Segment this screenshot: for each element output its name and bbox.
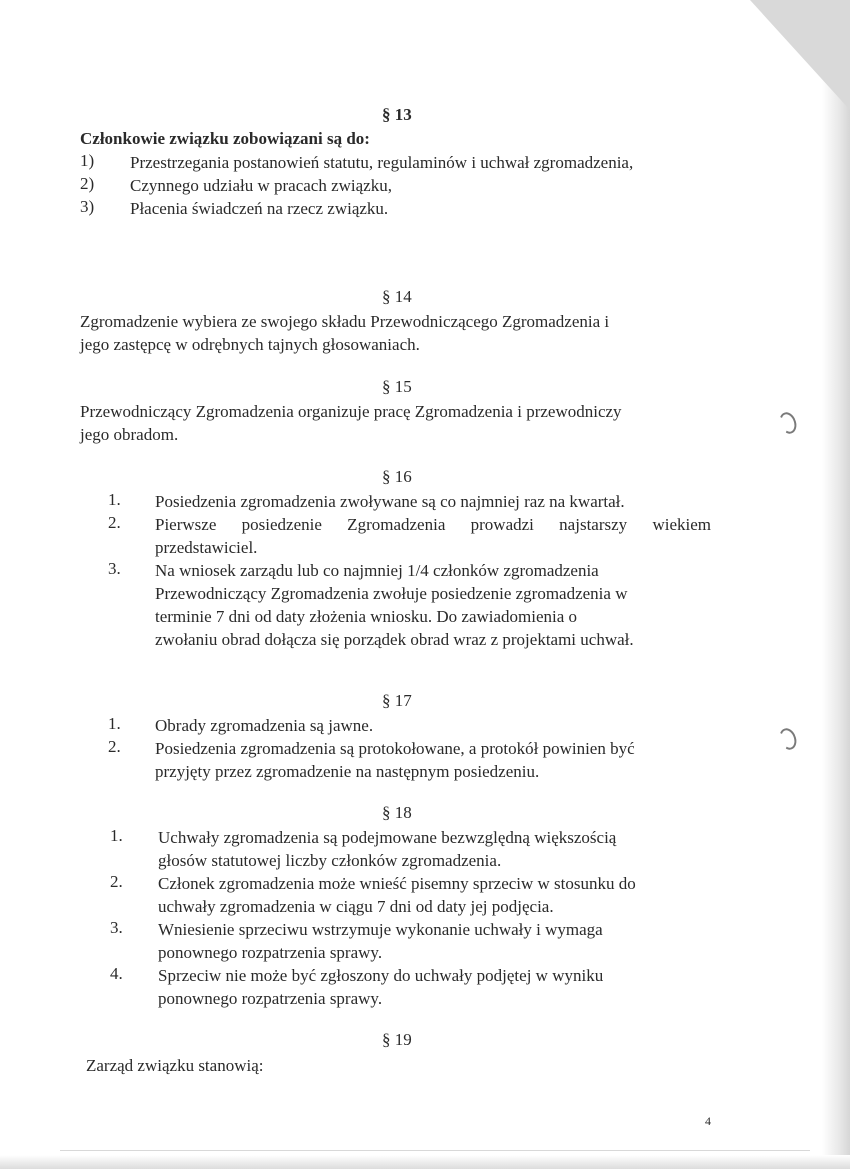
- paragraph-line: jego obradom.: [80, 425, 179, 444]
- section-18-heading: § 18: [382, 803, 412, 822]
- list-item-number: 1.: [110, 826, 123, 845]
- punch-hole-mark: [777, 726, 800, 752]
- list-item-text: ponownego rozpatrzenia sprawy.: [158, 943, 383, 962]
- section-16-heading: § 16: [382, 467, 412, 486]
- list-item-number: 2): [80, 174, 95, 193]
- section-14-heading: § 14: [382, 287, 412, 306]
- scan-right-edge: [822, 0, 850, 1169]
- section-19-heading: § 19: [382, 1030, 412, 1049]
- list-item-text: Sprzeciw nie może być zgłoszony do uchwały podjętej w wyniku: [158, 966, 604, 985]
- list-item-text: przedstawiciel.: [155, 538, 258, 557]
- list-item-text: ponownego rozpatrzenia sprawy.: [158, 989, 383, 1008]
- section-13-lead: Członkowie związku zobowiązani są do:: [80, 129, 370, 148]
- paragraph-line: Zgromadzenie wybiera ze swojego składu Przewodniczącego Zgromadzenia i: [80, 312, 610, 331]
- list-item-number: 1): [80, 151, 95, 170]
- list-item-text: Członek zgromadzenia może wnieść pisemny sprzeciw w stosunku do: [158, 874, 636, 893]
- list-item-text: Wniesienie sprzeciwu wstrzymuje wykonanie uchwały i wymaga: [158, 920, 603, 939]
- section-15-heading: § 15: [382, 377, 412, 396]
- list-item-number: 2.: [110, 872, 123, 891]
- section-17-heading: § 17: [382, 691, 412, 710]
- page-number: 4: [705, 1114, 711, 1128]
- list-item-number: 1.: [108, 714, 121, 733]
- section-13-heading: § 13: [382, 105, 412, 124]
- list-item-text: Uchwały zgromadzenia są podejmowane bezwzględną większością: [158, 828, 617, 847]
- paragraph-line: Przewodniczący Zgromadzenia organizuje pracę Zgromadzenia i przewodniczy: [80, 402, 622, 421]
- list-item-number: 4.: [110, 964, 123, 983]
- list-item-text: Posiedzenia zgromadzenia są protokołowane, a protokół powinien być: [155, 739, 635, 758]
- list-item-text: przyjęty przez zgromadzenie na następnym posiedzeniu.: [155, 762, 540, 781]
- list-item-number: 3): [80, 197, 95, 216]
- list-item-text: zwołaniu obrad dołącza się porządek obrad wraz z projektami uchwał.: [155, 630, 634, 649]
- list-item-text: Przewodniczący Zgromadzenia zwołuje posiedzenie zgromadzenia w: [155, 584, 628, 603]
- section-19-lead: Zarząd związku stanowią:: [86, 1056, 264, 1075]
- list-item-text: głosów statutowej liczby członków zgromadzenia.: [158, 851, 502, 870]
- list-item-text: Przestrzegania postanowień statutu, regulaminów i uchwał zgromadzenia,: [130, 153, 634, 172]
- paragraph-line: jego zastępcę w odrębnych tajnych głosowaniach.: [80, 335, 420, 354]
- punch-hole-mark: [777, 410, 800, 436]
- list-item-text: uchwały zgromadzenia w ciągu 7 dni od daty jej podjęcia.: [158, 897, 554, 916]
- list-item-text: Czynnego udziału w pracach związku,: [130, 176, 392, 195]
- list-item-text: terminie 7 dni od daty złożenia wniosku. Do zawiadomienia o: [155, 607, 578, 626]
- list-item-text: Obrady zgromadzenia są jawne.: [155, 716, 374, 735]
- scan-bottom-edge: [0, 1155, 850, 1169]
- list-item-text: Posiedzenia zgromadzenia zwoływane są co najmniej raz na kwartał.: [155, 492, 625, 511]
- list-item-text: Płacenia świadczeń na rzecz związku.: [130, 199, 389, 218]
- folded-corner: [750, 0, 850, 110]
- list-item-text: Na wniosek zarządu lub co najmniej 1/4 członków zgromadzenia: [155, 561, 599, 580]
- list-item-text: Pierwsze posiedzenie Zgromadzenia prowadzi najstarszy wiekiem: [155, 515, 711, 534]
- scan-bottom-line: [60, 1150, 810, 1151]
- list-item-number: 3.: [110, 918, 123, 937]
- list-item-number: 3.: [108, 559, 121, 578]
- list-item-number: 2.: [108, 513, 121, 532]
- list-item-number: 1.: [108, 490, 121, 509]
- list-item-number: 2.: [108, 737, 121, 756]
